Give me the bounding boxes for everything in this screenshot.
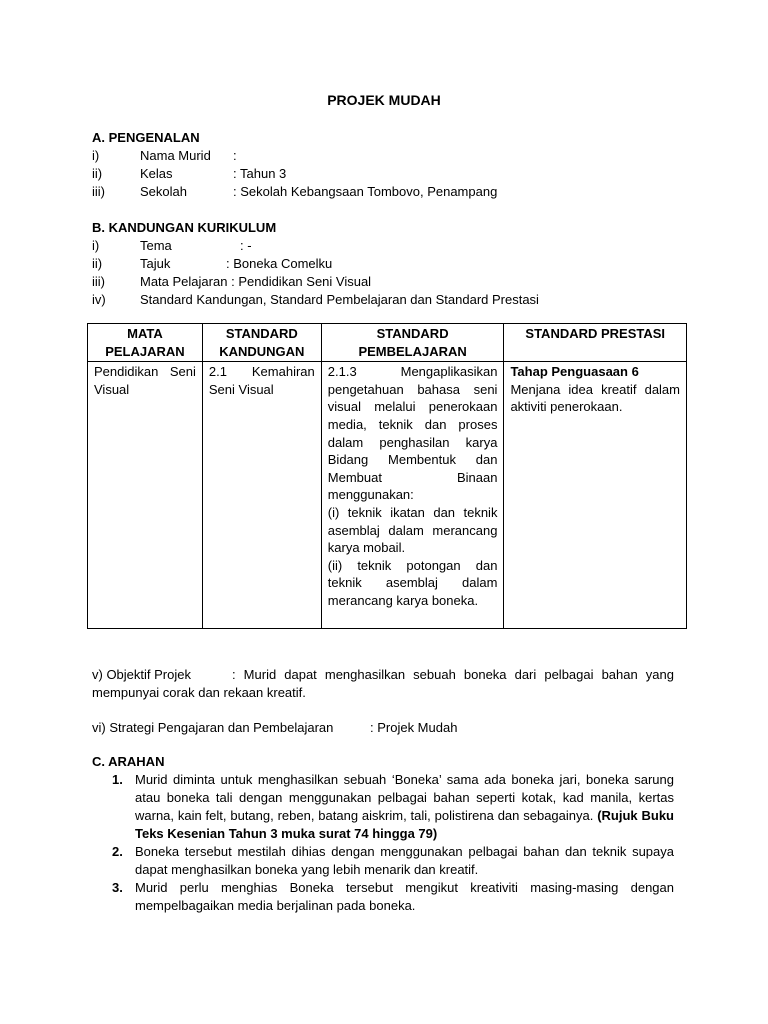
prestasi-title: Tahap Penguasaan 6 bbox=[510, 364, 639, 380]
row-number: iii) bbox=[92, 184, 105, 199]
row-number: iv) bbox=[92, 292, 106, 307]
row-label: Mata Pelajaran bbox=[140, 274, 228, 289]
row-value: Boneka Comelku bbox=[233, 256, 333, 271]
item-reference: (Rujuk Buku Teks Kesenian Tahun 3 muka surat 74 hingga 79) bbox=[135, 808, 674, 841]
page-title: PROJEK MUDAH bbox=[327, 92, 441, 108]
row-number: i) bbox=[92, 238, 100, 253]
row-label: Nama Murid bbox=[140, 148, 211, 163]
row-label: Tajuk bbox=[140, 256, 171, 271]
header-standard-kandungan: STANDARD KANDUNGAN bbox=[202, 324, 321, 362]
row-label: Kelas bbox=[140, 166, 173, 181]
sp-item-2: (ii) teknik potongan dan teknik asemblaj dalam merancang karya boneka. bbox=[327, 557, 498, 608]
cell-standard-prestasi bbox=[504, 362, 687, 629]
kurikulum-row-mata-pelajaran bbox=[92, 273, 371, 291]
header-mata-pelajaran: MATA PELAJARAN bbox=[88, 324, 203, 362]
row-label: Sekolah bbox=[140, 184, 187, 199]
item-number: 2. bbox=[112, 844, 123, 859]
list-item bbox=[92, 879, 674, 915]
item-text: Murid perlu menghias Boneka tersebut mengikut kreativiti masing-masing dengan mempelbagaikan media berjalinan pada boneka. bbox=[135, 880, 674, 913]
row-value: Sekolah Kebangsaan Tombovo, Penampang bbox=[240, 184, 498, 199]
strategi-pengajaran bbox=[92, 719, 457, 737]
pengenalan-row-sekolah bbox=[92, 183, 497, 201]
row-separator: : bbox=[240, 238, 244, 253]
row-number: iii) bbox=[92, 274, 105, 289]
cell-standard-pembelajaran bbox=[321, 362, 504, 629]
objektif-text: : Murid dapat menghasilkan sebuah boneka dari pelbagai bahan yang mempunyai corak dan rekaan kreatif. bbox=[92, 667, 674, 700]
kurikulum-row-tema bbox=[92, 237, 252, 255]
section-c-heading: C. ARAHAN bbox=[92, 754, 165, 769]
header-standard-prestasi: STANDARD PRESTASI bbox=[504, 324, 687, 362]
header-standard-pembelajaran: STANDARD PEMBELAJARAN bbox=[321, 324, 504, 362]
objektif-projek bbox=[92, 666, 674, 702]
row-value: Pendidikan Seni Visual bbox=[238, 274, 372, 289]
prestasi-text: Menjana idea kreatif dalam aktiviti penerokaan. bbox=[510, 381, 680, 415]
list-item bbox=[92, 843, 674, 879]
row-label: Standard Kandungan, Standard Pembelajaran dan Standard Prestasi bbox=[140, 292, 539, 307]
row-separator: : bbox=[233, 166, 237, 181]
kurikulum-row-tajuk bbox=[92, 255, 332, 273]
curriculum-table bbox=[87, 323, 687, 629]
table-row bbox=[88, 362, 687, 629]
kurikulum-row-standard bbox=[92, 291, 539, 309]
row-value: Tahun 3 bbox=[240, 166, 287, 181]
strategi-label: vi) Strategi Pengajaran dan Pembelajaran bbox=[92, 720, 334, 735]
pengenalan-row-kelas bbox=[92, 165, 286, 183]
row-separator: : bbox=[226, 256, 230, 271]
sp-intro: 2.1.3 Mengaplikasikan pengetahuan bahasa seni visual melalui penerokaan media, teknik dan proses dalam penghasilan karya Bidang Membentuk dan Membuat Binaan menggunakan: bbox=[327, 364, 498, 503]
row-separator: : bbox=[231, 274, 235, 289]
sp-item-1: (i) teknik ikatan dan teknik asemblaj dalam merancang karya mobail. bbox=[327, 504, 498, 556]
row-number: ii) bbox=[92, 166, 103, 181]
item-text: Murid diminta untuk menghasilkan sebuah ‘Boneka’ sama ada boneka jari, boneka sarung atau boneka tali dengan menggunakan pelbagai bahan seperti kotak, kad manila, kertas warna, kain felt, butang, reben, batang aiskrim, tali, polistirena dan sebagainya. bbox=[135, 772, 674, 823]
cell-mata-pelajaran: Pendidikan Seni Visual bbox=[88, 362, 203, 629]
row-separator: : bbox=[233, 148, 237, 163]
row-number: ii) bbox=[92, 256, 103, 271]
section-b-heading: B. KANDUNGAN KURIKULUM bbox=[92, 220, 277, 235]
section-a-heading: A. PENGENALAN bbox=[92, 130, 200, 145]
row-value: - bbox=[247, 238, 252, 253]
item-number: 3. bbox=[112, 880, 123, 895]
table-header-row bbox=[88, 324, 687, 362]
item-number: 1. bbox=[112, 772, 123, 787]
row-separator: : bbox=[233, 184, 237, 199]
arahan-list bbox=[92, 771, 674, 915]
cell-standard-kandungan: 2.1 Kemahiran Seni Visual bbox=[202, 362, 321, 629]
pengenalan-row-nama bbox=[92, 147, 237, 165]
strategi-text: : Projek Mudah bbox=[370, 720, 458, 735]
objektif-label: v) Objektif Projek bbox=[92, 667, 191, 682]
row-number: i) bbox=[92, 148, 100, 163]
row-label: Tema bbox=[140, 238, 172, 253]
list-item bbox=[92, 771, 674, 843]
item-text: Boneka tersebut mestilah dihias dengan menggunakan pelbagai bahan dan teknik supaya dapat menghasilkan boneka yang lebih menarik dan kreatif. bbox=[135, 844, 674, 877]
